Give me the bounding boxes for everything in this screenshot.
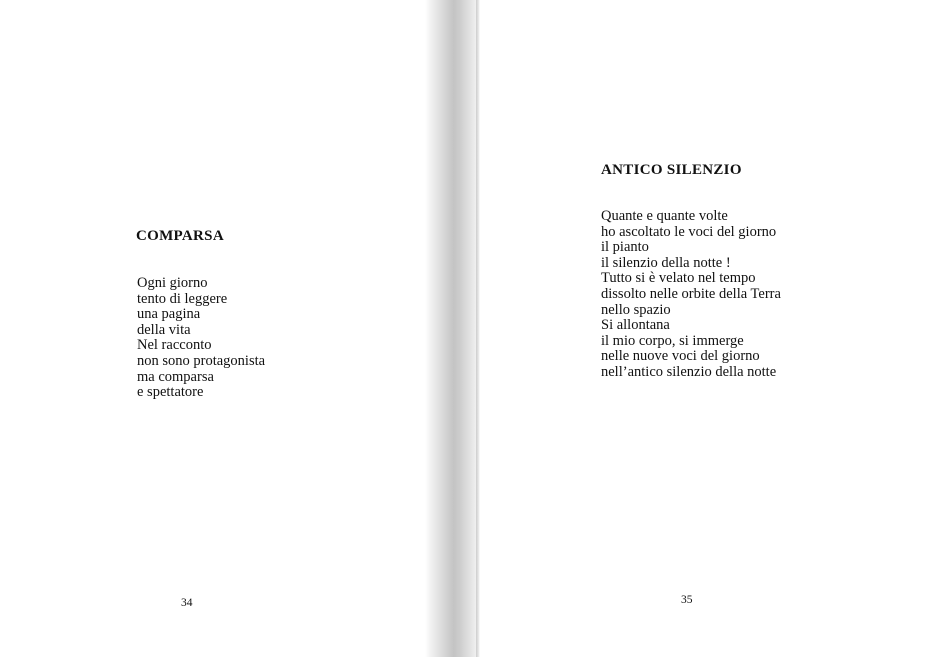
page-number-left: 34	[181, 597, 193, 609]
right-page	[480, 0, 945, 657]
poem-line: ma comparsa	[137, 368, 214, 385]
poem-line: ho ascoltato le voci del giorno	[601, 223, 777, 240]
poem-line: Nel racconto	[137, 337, 212, 354]
poem-title-comparsa: COMPARSA	[136, 228, 224, 244]
poem-body-comparsa	[137, 276, 265, 401]
poem-line: il mio corpo, si immerge	[601, 332, 744, 349]
poem-line: dissolto nelle orbite della Terra	[601, 285, 781, 302]
poem-line: una pagina	[137, 306, 201, 323]
poem-line: e spettatore	[137, 384, 204, 401]
poem-line: Tutto si è velato nel tempo	[601, 270, 756, 287]
poem-line: Quante e quante volte	[601, 208, 728, 224]
poem-line: della vita	[137, 321, 191, 338]
poem-line: nell’antico silenzio della notte	[601, 363, 777, 380]
poem-line: tento di leggere	[137, 290, 228, 307]
poem-title-antico-silenzio: ANTICO SILENZIO	[601, 162, 742, 178]
poem-line: nelle nuove voci del giorno	[601, 348, 760, 365]
poem-line: il pianto	[601, 239, 649, 256]
book-gutter-edge	[476, 0, 479, 657]
left-page	[0, 0, 430, 657]
poem-line: nello spazio	[601, 301, 671, 318]
poem-line: non sono protagonista	[137, 352, 266, 369]
poem-line: Si allontana	[601, 317, 670, 334]
poem-body-antico-silenzio	[601, 209, 781, 381]
page-number-right: 35	[681, 594, 693, 606]
poem-line: il silenzio della notte !	[601, 254, 731, 271]
poem-line: Ogni giorno	[137, 275, 208, 291]
